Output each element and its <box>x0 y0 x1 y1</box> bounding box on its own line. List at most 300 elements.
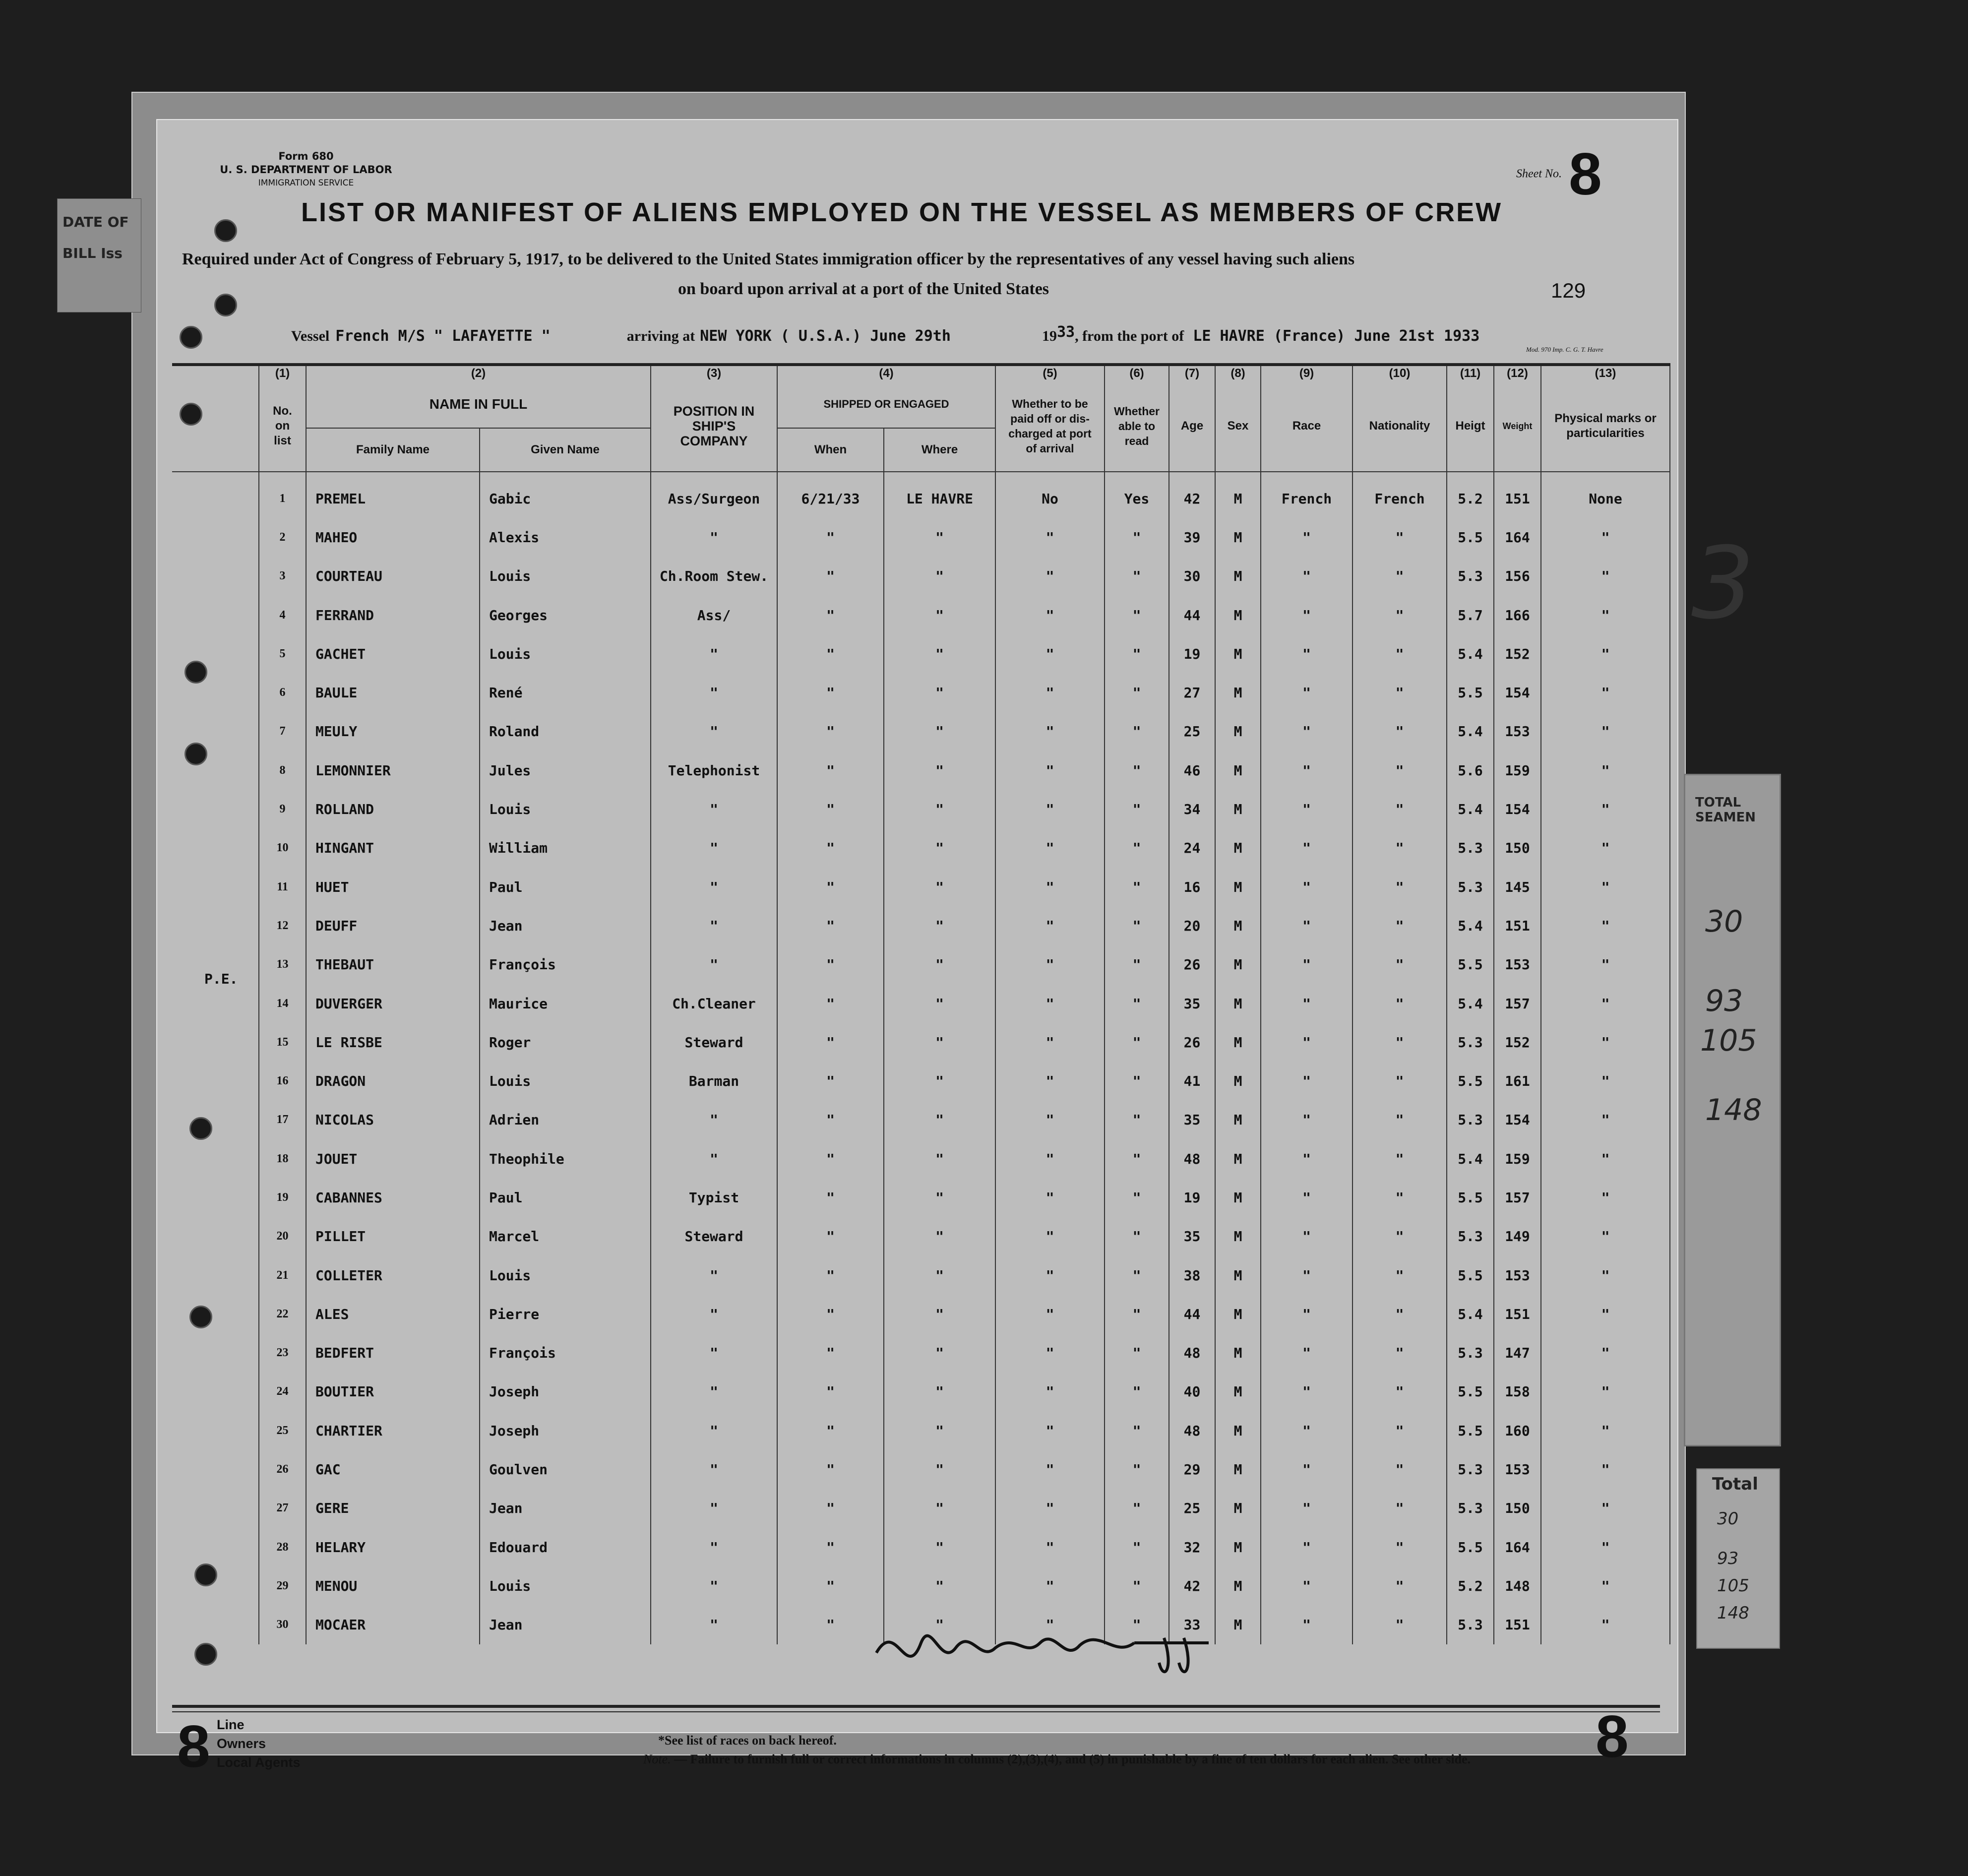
cell-when: " <box>777 518 884 557</box>
cell-margin <box>172 984 259 1023</box>
cell-where: " <box>884 1528 995 1566</box>
cell-race: " <box>1261 712 1353 751</box>
cell-where: " <box>884 1373 995 1411</box>
cell-weight: 153 <box>1494 945 1541 984</box>
table-row <box>172 1062 1670 1100</box>
cell-nat: " <box>1353 1256 1447 1295</box>
cell-family: CABANNES <box>306 1178 480 1217</box>
cell-paid: " <box>995 1411 1105 1450</box>
cell-no: 5 <box>259 634 306 673</box>
cell-paid: " <box>995 829 1105 868</box>
cell-weight: 150 <box>1494 1489 1541 1528</box>
cell-nat: " <box>1353 712 1447 751</box>
cell-when: " <box>777 829 884 868</box>
cell-paid: " <box>995 1295 1105 1333</box>
cell-where: " <box>884 712 995 751</box>
from-value: LE HAVRE (France) June 21st 1933 <box>1193 327 1480 345</box>
cell-no: 26 <box>259 1450 306 1489</box>
cell-race: " <box>1261 1606 1353 1644</box>
cell-nat: " <box>1353 829 1447 868</box>
cell-read: " <box>1105 1023 1169 1062</box>
cell-marks: " <box>1541 1256 1670 1295</box>
cell-height: 5.6 <box>1447 751 1494 790</box>
tally-value-1: 30 <box>1705 904 1743 939</box>
cell-race: " <box>1261 596 1353 634</box>
footer-top-rule <box>172 1705 1660 1708</box>
cell-read: " <box>1105 984 1169 1023</box>
cell-race: " <box>1261 945 1353 984</box>
cell-sex: M <box>1215 829 1261 868</box>
cell-when: " <box>777 1178 884 1217</box>
cell-marks: " <box>1541 1023 1670 1062</box>
cell-position: " <box>651 1295 777 1333</box>
cell-nat: " <box>1353 1373 1447 1411</box>
cell-read: " <box>1105 673 1169 712</box>
sheet-label: Sheet No. <box>1516 167 1562 181</box>
cell-when: " <box>777 596 884 634</box>
cell-marks: " <box>1541 868 1670 906</box>
table-row <box>172 751 1670 790</box>
col8-number: (8) <box>1215 365 1261 381</box>
cell-when: 6/21/33 <box>777 472 884 518</box>
cell-paid: " <box>995 984 1105 1023</box>
cell-race: " <box>1261 557 1353 596</box>
cell-age: 40 <box>1169 1373 1215 1411</box>
cell-read: " <box>1105 790 1169 828</box>
cell-marks: " <box>1541 1139 1670 1178</box>
cell-height: 5.5 <box>1447 1256 1494 1295</box>
cell-family: BOUTIER <box>306 1373 480 1411</box>
cell-age: 26 <box>1169 945 1215 984</box>
cell-weight: 150 <box>1494 829 1541 868</box>
cell-race: " <box>1261 1528 1353 1566</box>
col2a-label: Family Name <box>306 428 480 472</box>
cell-position: " <box>651 1139 777 1178</box>
cell-age: 48 <box>1169 1411 1215 1450</box>
cell-nat: " <box>1353 945 1447 984</box>
cell-when: " <box>777 1606 884 1644</box>
cell-margin <box>172 1373 259 1411</box>
cell-sex: M <box>1215 790 1261 828</box>
cell-marks: None <box>1541 472 1670 518</box>
cell-race: " <box>1261 1256 1353 1295</box>
cell-when: " <box>777 1101 884 1139</box>
lower-tally-label: Total <box>1712 1474 1758 1494</box>
col4a-label: When <box>777 428 884 472</box>
cell-where: " <box>884 1139 995 1178</box>
cell-height: 5.5 <box>1447 1528 1494 1566</box>
cell-position: Steward <box>651 1217 777 1256</box>
cell-read: " <box>1105 1139 1169 1178</box>
cell-height: 5.5 <box>1447 1373 1494 1411</box>
cell-paid: " <box>995 945 1105 984</box>
cell-weight: 152 <box>1494 1023 1541 1062</box>
cell-no: 8 <box>259 751 306 790</box>
margin-column-header <box>172 365 259 472</box>
inspector-signature <box>866 1608 1214 1688</box>
cell-height: 5.3 <box>1447 1217 1494 1256</box>
cell-height: 5.4 <box>1447 634 1494 673</box>
col3-number: (3) <box>651 365 777 381</box>
cell-given: Paul <box>480 1178 651 1217</box>
cell-weight: 153 <box>1494 1450 1541 1489</box>
cell-weight: 164 <box>1494 518 1541 557</box>
cell-height: 5.5 <box>1447 1411 1494 1450</box>
margin-mark-pe: P.E. <box>204 971 238 987</box>
cell-margin <box>172 1178 259 1217</box>
cell-position: " <box>651 1101 777 1139</box>
table-row <box>172 984 1670 1023</box>
cell-race: " <box>1261 984 1353 1023</box>
col7-label: Age <box>1169 381 1215 472</box>
cell-margin <box>172 1334 259 1373</box>
cell-sex: M <box>1215 1023 1261 1062</box>
tally-value-2: 93 <box>1705 984 1743 1018</box>
cell-sex: M <box>1215 712 1261 751</box>
cell-read: " <box>1105 712 1169 751</box>
note-text: Failure to furnish full or correct informations in columns (2),(3),(4), and (5) in punishable by a fine of ten dollars for each alien. See other side. <box>690 1752 1471 1766</box>
cell-family: HELARY <box>306 1528 480 1566</box>
cell-age: 25 <box>1169 1489 1215 1528</box>
cell-paid: " <box>995 1606 1105 1644</box>
cell-given: Louis <box>480 790 651 828</box>
cell-family: GACHET <box>306 634 480 673</box>
cell-where: " <box>884 1256 995 1295</box>
vessel-value: French M/S " LAFAYETTE " <box>335 327 551 345</box>
cell-height: 5.3 <box>1447 868 1494 906</box>
cell-age: 32 <box>1169 1528 1215 1566</box>
cell-sex: M <box>1215 1295 1261 1333</box>
cell-race: " <box>1261 1334 1353 1373</box>
cell-margin <box>172 1411 259 1450</box>
cell-margin <box>172 1295 259 1333</box>
cell-age: 27 <box>1169 673 1215 712</box>
cell-paid: " <box>995 1334 1105 1373</box>
table-row <box>172 557 1670 596</box>
cell-read: " <box>1105 906 1169 945</box>
cell-race: " <box>1261 829 1353 868</box>
cell-when: " <box>777 1566 884 1605</box>
cell-margin <box>172 634 259 673</box>
cell-given: Roger <box>480 1023 651 1062</box>
cell-age: 44 <box>1169 1295 1215 1333</box>
cell-read: " <box>1105 1101 1169 1139</box>
cell-where: " <box>884 518 995 557</box>
cell-nat: " <box>1353 1023 1447 1062</box>
note-label: Note. <box>643 1752 671 1766</box>
cell-given: Theophile <box>480 1139 651 1178</box>
cell-marks: " <box>1541 1528 1670 1566</box>
cell-position: Ch.Room Stew. <box>651 557 777 596</box>
cell-position: " <box>651 906 777 945</box>
cell-position: " <box>651 1256 777 1295</box>
cell-position: Ass/Surgeon <box>651 472 777 518</box>
cell-height: 5.5 <box>1447 1062 1494 1100</box>
lower-tally-4: 148 <box>1717 1603 1749 1623</box>
cell-sex: M <box>1215 1411 1261 1450</box>
cell-race: " <box>1261 1411 1353 1450</box>
cell-age: 34 <box>1169 790 1215 828</box>
cell-given: Edouard <box>480 1528 651 1566</box>
right-margin-scrawl: 3 <box>1691 526 1755 641</box>
punch-hole <box>194 1643 217 1666</box>
cell-read: " <box>1105 1295 1169 1333</box>
cell-no: 1 <box>259 472 306 518</box>
cell-sex: M <box>1215 1566 1261 1605</box>
cell-paid: No <box>995 472 1105 518</box>
cell-where: " <box>884 945 995 984</box>
cell-given: Alexis <box>480 518 651 557</box>
table-row <box>172 1334 1670 1373</box>
cell-given: William <box>480 829 651 868</box>
col9-number: (9) <box>1261 365 1353 381</box>
table-row <box>172 829 1670 868</box>
cell-given: Roland <box>480 712 651 751</box>
cell-no: 30 <box>259 1606 306 1644</box>
cell-family: BAULE <box>306 673 480 712</box>
punch-hole <box>214 219 237 242</box>
sheet-number: 8 <box>1568 141 1602 207</box>
cell-family: COURTEAU <box>306 557 480 596</box>
cell-when: " <box>777 557 884 596</box>
cell-sex: M <box>1215 1606 1261 1644</box>
cell-margin <box>172 829 259 868</box>
cell-no: 25 <box>259 1411 306 1450</box>
cell-when: " <box>777 1411 884 1450</box>
cell-marks: " <box>1541 596 1670 634</box>
cell-no: 4 <box>259 596 306 634</box>
cell-where: LE HAVRE <box>884 472 995 518</box>
cell-nat: " <box>1353 906 1447 945</box>
cell-age: 39 <box>1169 518 1215 557</box>
table-row <box>172 472 1670 518</box>
cell-given: François <box>480 1334 651 1373</box>
cell-no: 12 <box>259 906 306 945</box>
cell-nat: " <box>1353 984 1447 1023</box>
col3-label: POSITION IN SHIP'S COMPANY <box>651 381 777 472</box>
cell-sex: M <box>1215 634 1261 673</box>
cell-nat: " <box>1353 673 1447 712</box>
cell-no: 17 <box>259 1101 306 1139</box>
cell-position: Telephonist <box>651 751 777 790</box>
cell-when: " <box>777 1217 884 1256</box>
table-row <box>172 712 1670 751</box>
cell-no: 10 <box>259 829 306 868</box>
cell-nat: " <box>1353 1566 1447 1605</box>
cell-age: 41 <box>1169 1062 1215 1100</box>
cell-position: " <box>651 518 777 557</box>
cell-given: Georges <box>480 596 651 634</box>
cell-family: DRAGON <box>306 1062 480 1100</box>
cell-race: " <box>1261 1373 1353 1411</box>
cell-margin <box>172 712 259 751</box>
sheet-number-block <box>1516 140 1602 208</box>
cell-family: HUET <box>306 868 480 906</box>
cell-margin <box>172 945 259 984</box>
cell-when: " <box>777 1334 884 1373</box>
cell-paid: " <box>995 1256 1105 1295</box>
cell-given: Goulven <box>480 1450 651 1489</box>
cell-race: " <box>1261 673 1353 712</box>
table-row <box>172 1217 1670 1256</box>
cell-age: 48 <box>1169 1139 1215 1178</box>
cell-height: 5.3 <box>1447 1101 1494 1139</box>
cell-sex: M <box>1215 1217 1261 1256</box>
cell-age: 46 <box>1169 751 1215 790</box>
cell-weight: 160 <box>1494 1411 1541 1450</box>
lower-tally-tab <box>1696 1468 1780 1649</box>
cell-where: " <box>884 1411 995 1450</box>
cell-sex: M <box>1215 945 1261 984</box>
cell-when: " <box>777 1450 884 1489</box>
cell-height: 5.2 <box>1447 472 1494 518</box>
lower-tally-2: 93 <box>1717 1549 1739 1568</box>
cell-weight: 149 <box>1494 1217 1541 1256</box>
cell-weight: 159 <box>1494 751 1541 790</box>
cell-margin <box>172 673 259 712</box>
cell-read: " <box>1105 945 1169 984</box>
cell-marks: " <box>1541 1566 1670 1605</box>
cell-when: " <box>777 790 884 828</box>
cell-when: " <box>777 868 884 906</box>
cell-race: " <box>1261 1023 1353 1062</box>
cell-paid: " <box>995 868 1105 906</box>
cell-given: Jean <box>480 906 651 945</box>
col2-label: NAME IN FULL <box>306 381 651 428</box>
col2b-label: Given Name <box>480 428 651 472</box>
cell-when: " <box>777 712 884 751</box>
cell-weight: 154 <box>1494 673 1541 712</box>
cell-position: " <box>651 829 777 868</box>
cell-nat: " <box>1353 596 1447 634</box>
table-row <box>172 1489 1670 1528</box>
cell-when: " <box>777 673 884 712</box>
cell-sex: M <box>1215 1178 1261 1217</box>
cell-where: " <box>884 1023 995 1062</box>
cell-paid: " <box>995 1566 1105 1605</box>
cell-given: Jean <box>480 1489 651 1528</box>
vessel-line <box>291 323 1479 345</box>
cell-family: LEMONNIER <box>306 751 480 790</box>
cell-age: 35 <box>1169 1101 1215 1139</box>
cell-nat: " <box>1353 1450 1447 1489</box>
tally-value-4: 148 <box>1705 1093 1762 1127</box>
crew-rows <box>172 472 1670 1644</box>
cell-weight: 164 <box>1494 1528 1541 1566</box>
cell-read: " <box>1105 1178 1169 1217</box>
department-name: U. S. DEPARTMENT OF LABOR <box>220 164 392 176</box>
cell-nat: " <box>1353 751 1447 790</box>
cell-weight: 151 <box>1494 1606 1541 1644</box>
cell-when: " <box>777 634 884 673</box>
table-row <box>172 1295 1670 1333</box>
cell-nat: " <box>1353 1139 1447 1178</box>
vessel-label: Vessel <box>291 328 330 344</box>
cell-read: " <box>1105 634 1169 673</box>
cell-no: 28 <box>259 1528 306 1566</box>
cell-nat: " <box>1353 1411 1447 1450</box>
cell-sex: M <box>1215 1489 1261 1528</box>
cell-family: PILLET <box>306 1217 480 1256</box>
cell-race: " <box>1261 1450 1353 1489</box>
col4-number: (4) <box>777 365 995 381</box>
cell-read: " <box>1105 1528 1169 1566</box>
table-row <box>172 1139 1670 1178</box>
cell-height: 5.5 <box>1447 673 1494 712</box>
cell-where: " <box>884 557 995 596</box>
cell-age: 24 <box>1169 829 1215 868</box>
cell-no: 19 <box>259 1178 306 1217</box>
cell-weight: 151 <box>1494 906 1541 945</box>
cell-weight: 157 <box>1494 984 1541 1023</box>
cell-race: " <box>1261 1139 1353 1178</box>
cell-position: " <box>651 1528 777 1566</box>
cell-given: Marcel <box>480 1217 651 1256</box>
cell-when: " <box>777 1023 884 1062</box>
cell-weight: 151 <box>1494 1295 1541 1333</box>
cell-nat: " <box>1353 1528 1447 1566</box>
cell-nat: " <box>1353 1489 1447 1528</box>
right-tally-tab <box>1684 774 1781 1446</box>
cell-no: 13 <box>259 945 306 984</box>
cell-marks: " <box>1541 790 1670 828</box>
cell-sex: M <box>1215 1334 1261 1373</box>
cell-nat: " <box>1353 1217 1447 1256</box>
cell-sex: M <box>1215 1528 1261 1566</box>
cell-read: " <box>1105 868 1169 906</box>
cell-age: 16 <box>1169 868 1215 906</box>
table-row <box>172 1256 1670 1295</box>
cell-no: 2 <box>259 518 306 557</box>
col13-label: Physical marks or particularities <box>1541 381 1670 472</box>
cell-given: Louis <box>480 1566 651 1605</box>
cell-weight: 153 <box>1494 1256 1541 1295</box>
cell-age: 26 <box>1169 1023 1215 1062</box>
cell-position: " <box>651 945 777 984</box>
cell-sex: M <box>1215 1139 1261 1178</box>
cell-paid: " <box>995 1373 1105 1411</box>
footer-right-number: 8 <box>1596 1703 1629 1770</box>
cell-no: 16 <box>259 1062 306 1100</box>
cell-family: MOCAER <box>306 1606 480 1644</box>
cell-weight: 156 <box>1494 557 1541 596</box>
cell-marks: " <box>1541 1450 1670 1489</box>
cell-sex: M <box>1215 1062 1261 1100</box>
col2-number: (2) <box>306 365 651 381</box>
col11-label: Heigt <box>1447 381 1494 472</box>
lower-tally-1: 30 <box>1717 1509 1739 1529</box>
cell-margin <box>172 790 259 828</box>
cell-no: 15 <box>259 1023 306 1062</box>
lower-tally-3: 105 <box>1717 1576 1749 1596</box>
col12-number: (12) <box>1494 365 1541 381</box>
cell-nat: " <box>1353 868 1447 906</box>
cell-sex: M <box>1215 868 1261 906</box>
cell-weight: 154 <box>1494 1101 1541 1139</box>
cell-weight: 145 <box>1494 868 1541 906</box>
cell-nat: " <box>1353 790 1447 828</box>
cell-read: " <box>1105 829 1169 868</box>
cell-nat: " <box>1353 1334 1447 1373</box>
cell-read: " <box>1105 1411 1169 1450</box>
cell-position: " <box>651 634 777 673</box>
cell-position: " <box>651 1411 777 1450</box>
cell-given: Louis <box>480 634 651 673</box>
col1-number: (1) <box>259 365 306 381</box>
cell-sex: M <box>1215 518 1261 557</box>
cell-nat: French <box>1353 472 1447 518</box>
cell-paid: " <box>995 1528 1105 1566</box>
